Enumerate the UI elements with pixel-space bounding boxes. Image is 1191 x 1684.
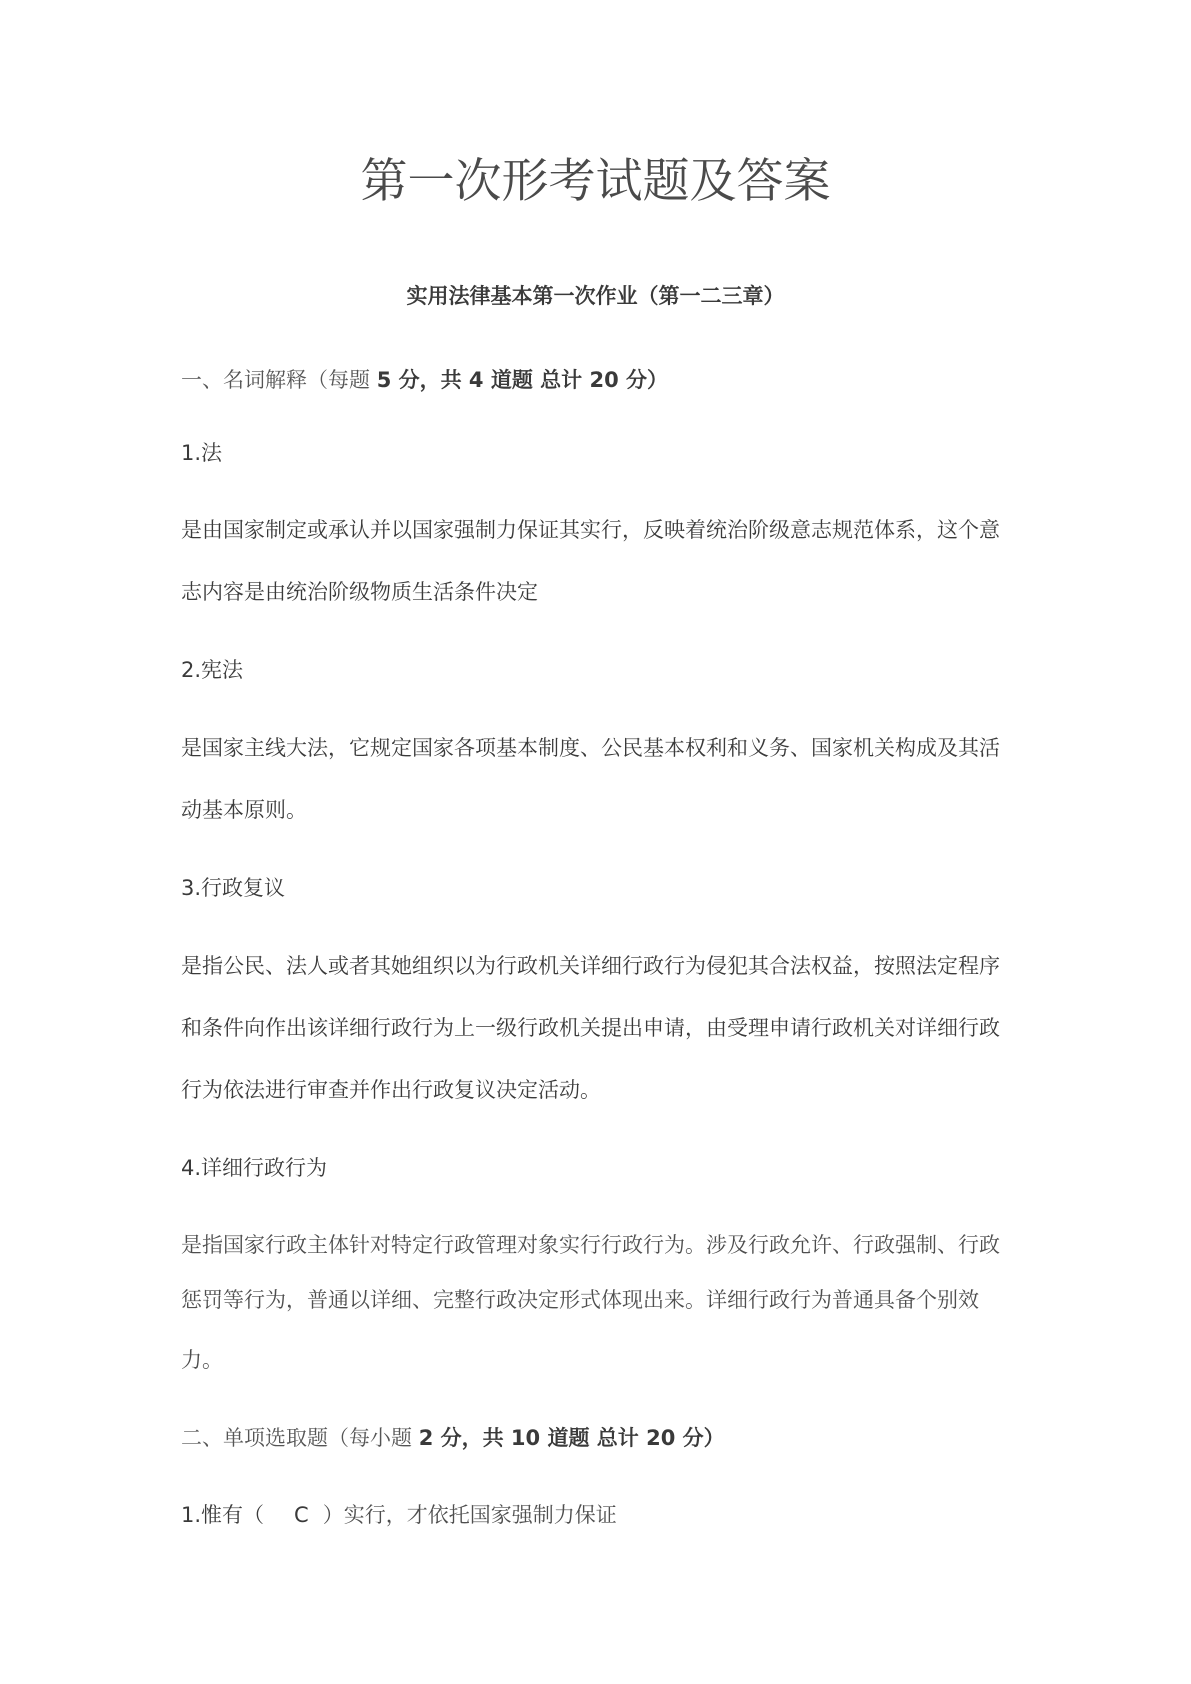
section-heading-prefix: 二、单项选取题（每小题 — [181, 1426, 412, 1450]
term-heading: 3.行政复议 — [181, 876, 286, 900]
definition-line: 和条件向作出该详细行政行为上一级行政机关提出申请，由受理申请行政机关对详细行政 — [181, 1016, 1000, 1040]
definition-line: 力。 — [181, 1348, 223, 1372]
definition-line: 惩罚等行为，普通以详细、完整行政决定形式体现出来。详细行政行为普通具备个别效 — [181, 1288, 979, 1312]
question-text: 实行，才依托国家强制力保证 — [343, 1503, 617, 1527]
term-heading: 2.宪法 — [181, 658, 244, 682]
definition-line: 是国家主线大法，它规定国家各项基本制度、公民基本权利和义务、国家机关构成及其活 — [181, 736, 1000, 760]
definition-line: 是指公民、法人或者其她组织以为行政机关详细行政行为侵犯其合法权益，按照法定程序 — [181, 954, 1000, 978]
definition-line: 动基本原则。 — [181, 798, 307, 822]
section-heading-points: 2 分，共 10 道题 总计 20 分） — [418, 1426, 725, 1450]
definition-line: 是由国家制定或承认并以国家强制力保证其实行，反映着统治阶级意志规范体系，这个意 — [181, 518, 1000, 542]
question-close-paren: ） — [322, 1503, 344, 1527]
page-title: 第一次形考试题及答案 — [360, 154, 831, 209]
section-heading-single-choice — [181, 1423, 725, 1453]
section-heading-points: 5 分，共 4 道题 总计 20 分） — [376, 368, 669, 392]
question-item — [181, 1500, 617, 1530]
definition-line: 志内容是由统治阶级物质生活条件决定 — [181, 580, 538, 604]
definition-line: 行为依法进行审查并作出行政复议决定活动。 — [181, 1078, 601, 1102]
definition-line: 是指国家行政主体针对特定行政管理对象实行行政行为。涉及行政允许、行政强制、行政 — [181, 1233, 1000, 1257]
term-heading: 1.法 — [181, 441, 223, 465]
section-heading-prefix: 一、名词解释（每题 — [181, 368, 370, 392]
question-prefix: 1.惟有（ — [181, 1503, 265, 1527]
document-subtitle: 实用法律基本第一次作业（第一二三章） — [406, 284, 785, 308]
section-heading-definitions — [181, 365, 668, 395]
question-answer: C — [294, 1503, 309, 1527]
term-heading: 4.详细行政行为 — [181, 1156, 328, 1180]
